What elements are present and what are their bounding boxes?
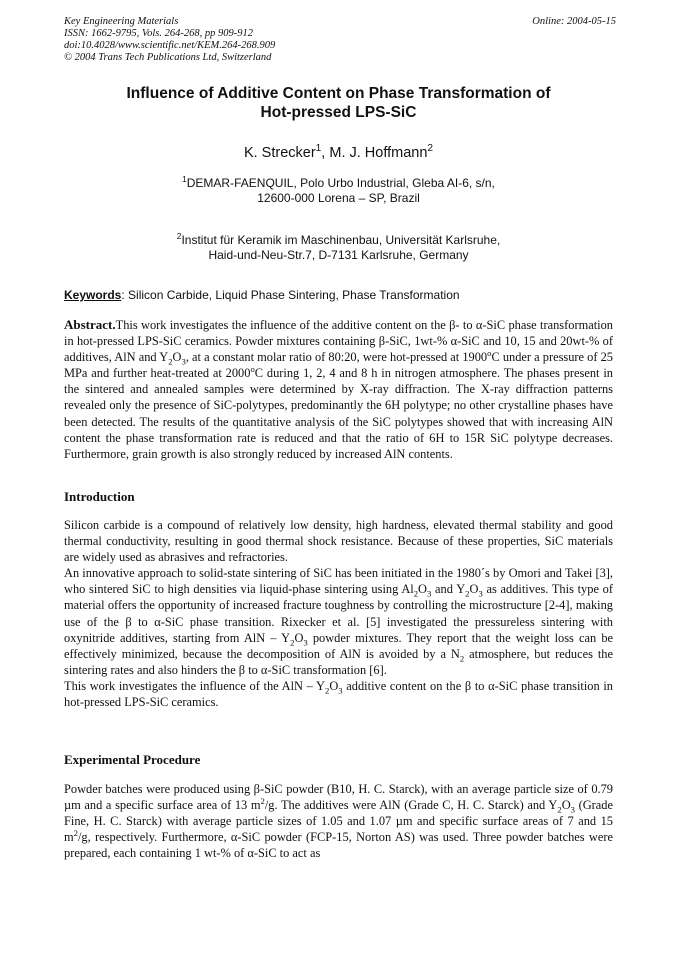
intro-p3-text-c: additive content on the β to α-SiC phase transition in hot-pressed LPS-SiC ceramics. xyxy=(64,678,613,710)
journal-name: Key Engineering Materials xyxy=(64,16,179,27)
abstract-text-4: C under a pressure of 25 MPa and further heat-treated at 2000 xyxy=(64,350,613,381)
abstract-text-5: C during 1, 2, 4 and 8 h in nitrogen atmosphere. The phases present in the sintered and annealed samples were determined by X-ray diffraction. The X-ray diffraction patterns revealed only the presence of SiC-polytypes, predominantly the 6H polytype; no other crystalline phases have been detected. The results of the quantitative analysis of the SiC polytypes showed that with increasing AlN content the phase transformation rate is reduced and that the ratio of 6H to 15R SiC polytype decreases. Furthermore, grain growth is also strongly reduced by increased AlN contents. xyxy=(64,366,613,461)
abstract-paragraph xyxy=(64,317,613,462)
affiliation-1-mark: 1 xyxy=(182,174,187,184)
exp-sup-1: 2 xyxy=(260,795,265,806)
affiliation-2-line-1: Institut für Keramik im Maschinenbau, Universität Karlsruhe, xyxy=(181,233,501,247)
author-1: K. Strecker xyxy=(243,145,316,161)
abstract-text-2: O xyxy=(172,350,182,365)
intro-p3-sub-2: 3 xyxy=(338,685,343,696)
exp-text-c: O xyxy=(561,798,571,813)
intro-p2-text-h: atmosphere, but reduces the sintering rates and also hinders the β to α-SiC transformation [6]. xyxy=(64,646,613,677)
intro-p2-sub-4: 3 xyxy=(478,588,483,599)
abstract-text-3: , at a constant molar ratio of 80:20, were hot-pressed at 1900 xyxy=(185,350,488,365)
keywords-label: Keywords xyxy=(64,288,122,302)
affiliation-2-mark: 2 xyxy=(176,231,182,241)
abstract-sup-1: o xyxy=(487,348,492,359)
exp-text-d: (Grade Fine, H. C. Starck) with average particle sizes of 1.05 and 1.07 µm and specific surface areas of 7 and 15 m xyxy=(64,798,613,845)
author-separator: , xyxy=(321,145,330,161)
abstract-label: Abstract. xyxy=(64,317,116,332)
exp-sup-2: 2 xyxy=(73,828,78,839)
abstract-text-1: This work investigates the influence of the additive content on the β- to α-SiC phase transformation in hot-pressed LPS-SiC ceramics. Powder mixtures containing β-SiC, 1wt-% α-SiC and 10, 15 and 20wt-% of additives, AlN and Y xyxy=(64,318,613,365)
introduction-heading: Introduction xyxy=(64,489,135,504)
intro-p3-sub-1: 2 xyxy=(325,685,330,696)
experimental-heading: Experimental Procedure xyxy=(64,752,201,767)
keywords-text: Silicon Carbide, Liquid Phase Sintering, Phase Transformation xyxy=(128,288,460,302)
exp-sub-2: 3 xyxy=(570,804,575,815)
exp-text-a: Powder batches were produced using β-SiC powder (B10, H. C. Starck), with an average particle size of 0.79 µm and a specific surface area of 13 m xyxy=(64,782,613,813)
doi-line: doi:10.4028/www.scientific.net/KEM.264-268.909 xyxy=(64,40,276,51)
intro-paragraph-1: Silicon carbide is a compound of relatively low density, high hardness, elevated thermal stability and good thermal conductivity, resulting in good thermal shock resistance. Because of these properties, SiC materials are widely used as abrasives and refractories. xyxy=(64,518,613,565)
affiliation-2 xyxy=(64,233,613,263)
intro-p2-sub-7: 2 xyxy=(459,653,465,664)
copyright-line: © 2004 Trans Tech Publications Ltd, Switzerland xyxy=(64,52,272,63)
intro-paragraph-3 xyxy=(64,678,613,710)
keywords-line xyxy=(64,288,460,302)
affiliation-1-line-1: DEMAR-FAENQUIL, Polo Urbo Industrial, Gleba AI-6, s/n, xyxy=(186,176,495,190)
author-2: M. J. Hoffmann xyxy=(329,145,428,161)
affiliation-1 xyxy=(64,176,613,206)
intro-p3-text-a: This work investigates the influence of the AlN – Y xyxy=(64,678,326,693)
intro-p2-text-c: and Y xyxy=(431,582,466,597)
intro-paragraph-2 xyxy=(64,565,613,678)
journal-header xyxy=(64,16,616,64)
intro-p2-sub-3: 2 xyxy=(465,588,470,599)
author-2-affil-mark: 2 xyxy=(427,143,434,155)
intro-p2-text-g: powder mixtures. They report that the weight loss can be effectively minimized, because the decomposition of AlN is avoided by a N xyxy=(64,630,614,661)
affiliation-2-line-2: Haid-und-Neu-Str.7, D-7131 Karlsruhe, Germany xyxy=(208,248,469,262)
introduction-body xyxy=(64,517,613,710)
intro-p2-text-b: O xyxy=(418,582,427,597)
author-list xyxy=(64,145,613,161)
title-line-1: Influence of Additive Content on Phase Transformation of xyxy=(126,85,551,102)
affiliation-1-line-2: 12600-000 Lorena – SP, Brazil xyxy=(257,191,420,205)
exp-sub-1: 2 xyxy=(557,804,562,815)
abstract-sub-2: 3 xyxy=(181,356,186,367)
experimental-body xyxy=(64,781,613,861)
intro-p2-sub-2: 3 xyxy=(427,588,432,599)
issn-line: ISSN: 1662-9795, Vols. 264-268, pp 909-912 xyxy=(64,28,253,39)
abstract-sub-1: 2 xyxy=(168,356,173,367)
title-line-2: Hot-pressed LPS-SiC xyxy=(260,104,417,121)
intro-p3-text-b: O xyxy=(329,678,339,693)
exp-text-e: /g, respectively. Furthermore, α-SiC powder (FCP-15, Norton AS) was used. Three powder batches were prepared, each containing 1 wt-% of α-SiC to act as xyxy=(64,830,613,861)
intro-p2-sub-1: 2 xyxy=(413,588,419,599)
keywords-separator: : xyxy=(121,288,129,302)
online-date: Online: 2004-05-15 xyxy=(532,16,616,27)
paper-title xyxy=(64,84,613,122)
intro-p2-text-a: An innovative approach to solid-state sintering of SiC has been initiated in the 1980´s by Omori and Takei [3], who sintered SiC to high densities via liquid-phase sintering using Al xyxy=(64,566,613,597)
intro-p2-sub-5: 2 xyxy=(290,637,295,648)
exp-text-b: /g. The additives were AlN (Grade C, H. C. Starck) and Y xyxy=(264,798,558,813)
abstract-sup-2: o xyxy=(250,364,255,375)
intro-p2-text-e: as additives. This type of material offers the opportunity of increased fracture toughness by controlling the microstructure [2-4], making use of the β to α-SiC phase transition. Rixecker et al. [5] investigated the pressureless sintering with oxynitride additives, starting from AlN – Y xyxy=(64,582,613,645)
intro-p2-text-d: O xyxy=(469,582,479,597)
intro-p2-text-f: O xyxy=(294,630,304,645)
author-1-affil-mark: 1 xyxy=(315,143,322,155)
intro-p2-sub-6: 3 xyxy=(303,637,308,648)
